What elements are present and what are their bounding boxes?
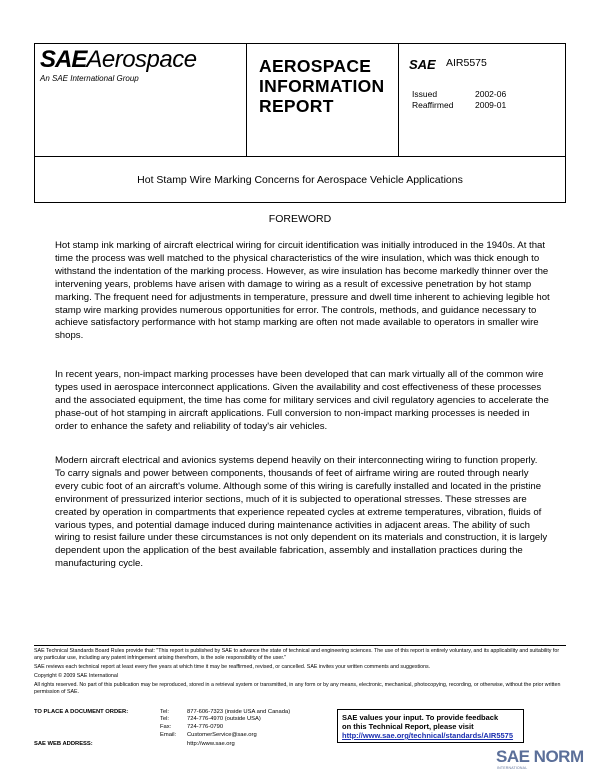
rights-text: All rights reserved. No part of this publication may be reproduced, stored in a retrieval system or transmitted, in any form or by any means, electronic, mechanical, photocopying, recording, or otherwise, without the prior written permission of SAE. (34, 682, 561, 696)
paragraph: Hot stamp ink marking of aircraft electrical wiring for circuit identification was initially introduced in the 1940s. At that time the process was well matched to the physical characteristics of the wire insulation, which was thick enough to withstand the indentation of the marking process. However, as wire insulation has become markedly thinner over the intervening years, problems have arisen with damage to wiring as a result of excessive penetration by hot stamp marking. The frequent need for adjustments in temperature, pressure and dwell time inherent to achieving legible hot stamp wire marking provides numerous opportunities for error. The controls, methods, and guidance necessary to achieve satisfactory performance with hot stamp marking are often not made available to operators in smaller wire shops. (55, 240, 550, 342)
logo-sae: SAE (40, 46, 87, 73)
feedback-link[interactable]: http://www.sae.org/technical/standards/AIR5575 (342, 731, 514, 740)
report-type-line: AEROSPACE (259, 56, 372, 76)
fax-label: Fax: (160, 724, 172, 730)
policy-text: SAE Technical Standards Board Rules provide that: "This report is published by SAE to advance the state of technical and engineering sciences. The use of this report is entirely voluntary, and its applicability and suitability for any particular use, including any patent infringement arising therefrom, is the sole responsibility of the user." (34, 648, 560, 662)
feedback-line: SAE values your input. To provide feedback (342, 713, 499, 722)
reaffirmed-value: 2009-01 (475, 100, 507, 110)
email-label: Email: (160, 732, 177, 738)
report-type-line: REPORT (259, 96, 334, 116)
tel2-value: 724-776-4970 (outside USA) (187, 716, 261, 722)
paragraph: Modern aircraft electrical and avionics systems depend heavily on their interconnecting wiring to function properly. To carry signals and power between components, thousands of feet of airframe wiring are routed through nearly every cubic foot of an aircraft's volume. Although some of this wiring is carefully installed and located in the pristine environment of pressurized interior sections, much of it is subjected to operational stresses. These stresses are created by operation in compartments that experience repeated cycles at extreme temperatures, vibration, fluids of various types, and potential damage induced during maintenance activities in adjacent areas. The ability of such wiring to resist failure under these circumstances is not only dependent on its materials and construction, it is largely dependent upon the application of the best available fabrication, assembly and installation practices during the manufacturing cycle. (55, 455, 548, 570)
paragraph: In recent years, non-impact marking processes have been developed that can mark virtually all of the common wire types used in aerospace interconnect applications. Given the availability and cost effectiveness of these processes and the associated equipment, the time has come for military services and civil regulatory agencies to accelerate the phase-out of hot stamping in aircraft applications. Full conversion to non-impact marking processes is needed in order to enhance the safety and reliability of today's air vehicles. (55, 369, 549, 432)
email-link[interactable]: CustomerService@sae.org (187, 732, 257, 738)
feedback-line: on this Technical Report, please visit (342, 722, 474, 731)
review-text: SAE reviews each technical report at least every five years at which time it may be reaffirmed, revised, or cancelled. SAE invites your written comments and suggestions. (34, 664, 431, 670)
sae-norm-subtext: INTERNATIONAL (497, 766, 528, 770)
logo-tagline: An SAE International Group (40, 74, 139, 83)
report-type-line: INFORMATION (259, 76, 385, 96)
header-divider (246, 43, 247, 157)
sae-aerospace-logo (40, 46, 197, 74)
tel-label: Tel: (160, 709, 170, 715)
tel2-label: Tel: (160, 716, 170, 722)
issued-label: Issued (412, 89, 438, 99)
document-number: AIR5575 (446, 57, 487, 69)
copyright: Copyright © 2009 SAE International (34, 673, 118, 679)
order-label: TO PLACE A DOCUMENT ORDER: (34, 709, 129, 715)
header-divider (398, 43, 399, 157)
web-label: SAE WEB ADDRESS: (34, 741, 93, 747)
tel-value: 877-606-7323 (inside USA and Canada) (187, 709, 291, 715)
footer-rule (34, 645, 566, 646)
report-type (259, 56, 384, 116)
feedback-box (337, 709, 524, 743)
foreword-heading: FOREWORD (268, 213, 332, 225)
sae-mark: SAE (409, 57, 436, 72)
fax-value: 724-776-0790 (187, 724, 224, 730)
document-title: Hot Stamp Wire Marking Concerns for Aerospace Vehicle Applications (137, 174, 463, 186)
sae-norm-logo: SAE NORM (496, 747, 584, 766)
logo-aerospace: Aerospace (86, 46, 197, 73)
web-link[interactable]: http://www.sae.org (187, 741, 235, 747)
reaffirmed-label: Reaffirmed (412, 100, 454, 110)
issued-value: 2002-06 (475, 89, 507, 99)
